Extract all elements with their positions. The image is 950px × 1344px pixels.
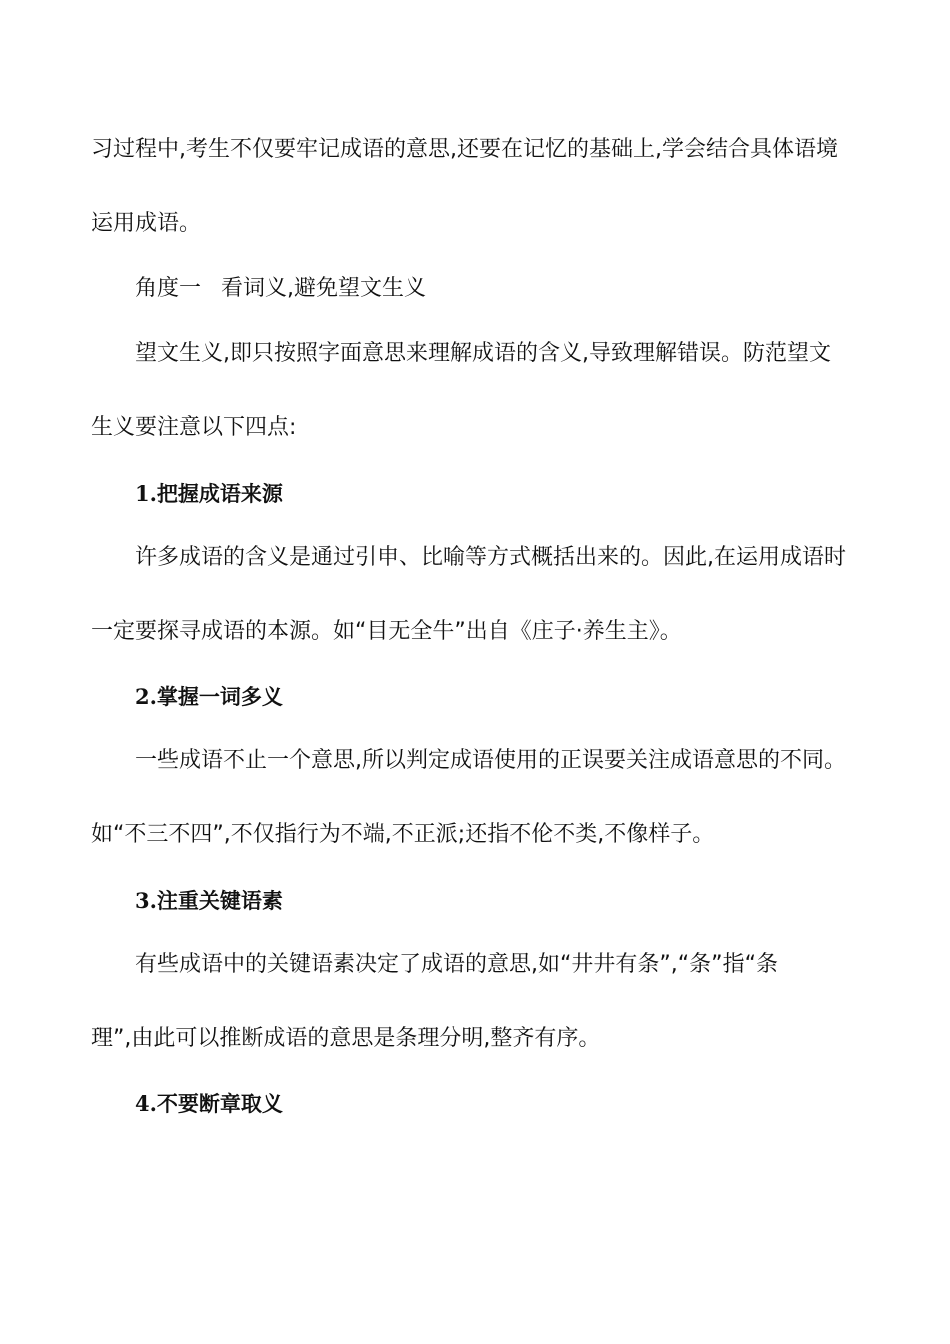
paragraph-1-line-2: 运用成语。 — [91, 211, 202, 236]
paragraph-3-line-2: 一定要探寻成语的本源。如“目无全牛”出自《庄子·养生主》。 — [91, 619, 682, 644]
paragraph-5-line-2: 理”,由此可以推断成语的意思是条理分明,整齐有序。 — [91, 1026, 601, 1051]
section-heading-3: 3.注重关键语素 — [135, 888, 283, 913]
angle-heading — [135, 274, 915, 304]
paragraph-2-line-2: 生义要注意以下四点: — [91, 415, 297, 440]
section-heading-1: 1.把握成语来源 — [135, 481, 283, 506]
angle-title: 看词义,避免望文生义 — [221, 276, 427, 301]
paragraph-3-line-1: 许多成语的含义是通过引申、比喻等方式概括出来的。因此,在运用成语时 — [135, 545, 846, 570]
paragraph-4-line-2: 如“不三不四”,不仅指行为不端,不正派;还指不伦不类,不像样子。 — [91, 822, 715, 847]
angle-label: 角度一 — [135, 276, 202, 301]
paragraph-2-line-1: 望文生义,即只按照字面意思来理解成语的含义,导致理解错误。防范望文 — [135, 341, 831, 366]
paragraph-1-line-1: 习过程中,考生不仅要牢记成语的意思,还要在记忆的基础上,学会结合具体语境 — [91, 137, 838, 162]
paragraph-4-line-1: 一些成语不止一个意思,所以判定成语使用的正误要关注成语意思的不同。 — [135, 748, 846, 773]
paragraph-5-line-1: 有些成语中的关键语素决定了成语的意思,如“井井有条”,“条”指“条 — [135, 952, 778, 977]
section-heading-4: 4.不要断章取义 — [135, 1091, 283, 1116]
section-heading-2: 2.掌握一词多义 — [135, 684, 283, 709]
